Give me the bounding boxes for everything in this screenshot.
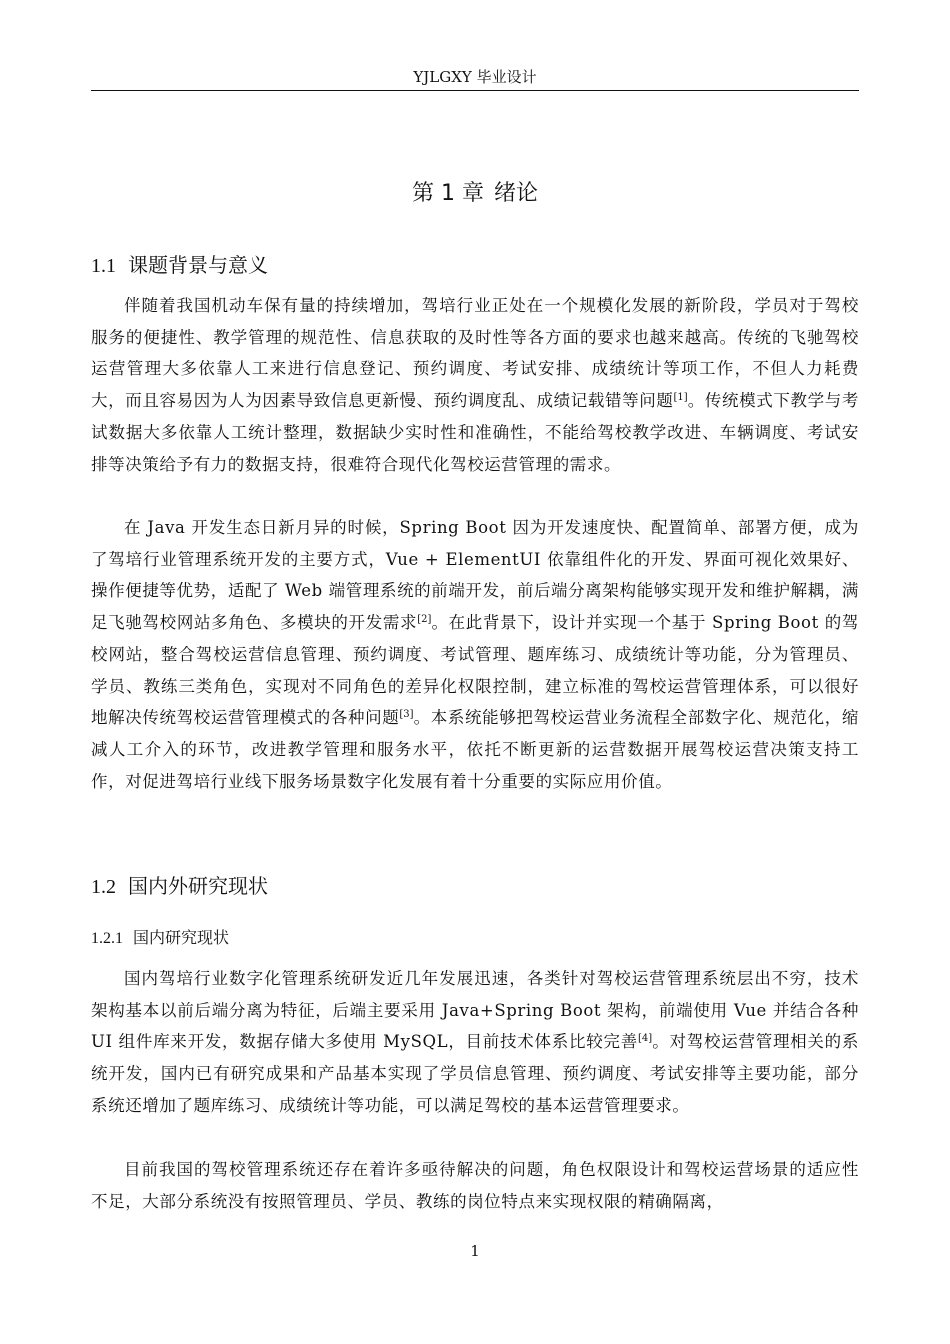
paragraph-background-2: 在 Java 开发生态日新月异的时候，Spring Boot 因为开发速度快、配置简单、部署方便，成为了驾培行业管理系统开发的主要方式，Vue + ElementUI 依靠组件化的开发、界面可视化效果好、操作便捷等优势，适配了 Web 端管理系统的前端开发，前后端分离架构能够实现开发和维护解耦，满足飞驰驾校网站多角色、多模块的开发需求[2]。在此背景下，设计并实现一个基于 Spring Boot 的驾校网站，整合驾校运营信息管理、预约调度、考试管理、题库练习、成绩统计等功能，分为管理员、学员、教练三类角色，实现对不同角色的差异化权限控制，建立标准的驾校运营管理体系，可以很好地解决传统驾校运营管理模式的各种问题[3]。本系统能够把驾校运营业务流程全部数字化、规范化，缩减人工介入的环节，改进教学管理和服务水平，依托不断更新的运营数据开展驾校运营决策支持工作，对促进驾培行业线下服务场景数字化发展有着十分重要的实际应用价值。	[91, 518, 859, 791]
citation-ref-3: [3]	[399, 709, 414, 721]
chapter-title	[91, 176, 859, 212]
citation-ref-2: [2]	[417, 614, 432, 626]
running-header: YJLGXY 毕业设计	[91, 66, 859, 91]
chapter-number: 第 1 章	[412, 181, 484, 206]
page-number: 1	[470, 1242, 480, 1260]
subsection-heading-1-2-1	[91, 925, 229, 952]
section-title: 国内外研究现状	[128, 874, 268, 898]
paragraph-background-1: 伴随着我国机动车保有量的持续增加，驾培行业正处在一个规模化发展的新阶段，学员对于驾校服务的便捷性、教学管理的规范性、信息获取的及时性等各方面的要求也越来越高。传统的飞驰驾校运营管理大多依靠人工来进行信息登记、预约调度、考试安排、成绩统计等项工作，不但人力耗费大，而且容易因为人为因素导致信息更新慢、预约调度乱、成绩记载错等问题[1]。传统模式下教学与考试数据大多依靠人工统计整理，数据缺少实时性和准确性，不能给驾校教学改进、车辆调度、考试安排等决策给予有力的数据支持，很难符合现代化驾校运营管理的需求。	[91, 296, 859, 474]
subsection-number: 1.2.1	[91, 930, 123, 947]
chapter-name: 绪论	[493, 181, 538, 206]
section-number: 1.1	[91, 255, 116, 277]
section-heading-1-1	[91, 250, 268, 281]
citation-ref-4: [4]	[637, 1033, 653, 1045]
paragraph-domestic-2: 目前我国的驾校管理系统还存在着许多亟待解决的问题，角色权限设计和驾校运营场景的适应性不足，大部分系统没有按照管理员、学员、教练的岗位特点来实现权限的精确隔离，	[91, 1160, 859, 1211]
citation-ref-1: [1]	[673, 392, 688, 404]
section-number: 1.2	[91, 876, 116, 898]
section-title: 课题背景与意义	[128, 253, 268, 277]
subsection-title: 国内研究现状	[133, 928, 230, 947]
section-heading-1-2	[91, 871, 268, 902]
paragraph-domestic-1: 国内驾培行业数字化管理系统研发近几年发展迅速，各类针对驾校运营管理系统层出不穷，技术架构基本以前后端分离为特征，后端主要采用 Java+Spring Boot 架构，前端使用 Vue 并结合各种 UI 组件库来开发，数据存储大多使用 MySQL，目前技术体系比较完善[4]。对驾校运营管理相关的系统开发，国内已有研究成果和产品基本实现了学员信息管理、预约调度、考试安排等主要功能，部分系统还增加了题库练习、成绩统计等功能，可以满足驾校的基本运营管理要求。	[91, 969, 859, 1115]
